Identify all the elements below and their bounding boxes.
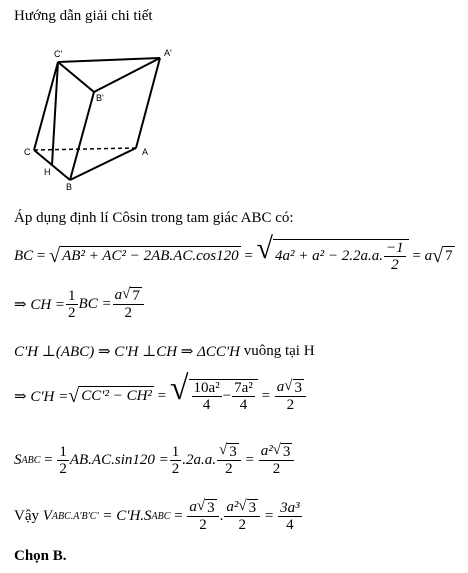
- edge-c1-a1: [58, 58, 160, 62]
- volume-r1: 3: [207, 500, 215, 517]
- ch-res-num: a: [114, 286, 123, 303]
- bc-res-coef: a: [424, 247, 433, 264]
- bc-frac-den: 2: [391, 257, 399, 273]
- area-eq: =: [44, 451, 53, 468]
- label-c1: C': [54, 49, 63, 59]
- c1h-res-num: a: [276, 378, 285, 395]
- volume-sub: ABC.A'B'C': [51, 510, 99, 522]
- label-c: C: [24, 147, 31, 157]
- area-n4-rad: 3: [282, 444, 291, 461]
- ch-f1-den: 2: [68, 304, 76, 321]
- c1h-res-den: 2: [286, 397, 295, 414]
- area-n2: 1: [171, 443, 180, 460]
- volume-d1: 2: [199, 517, 207, 534]
- ch-f1-num: 1: [68, 287, 76, 304]
- bc-lhs: BC: [14, 247, 34, 264]
- ch-mid: BC =: [78, 295, 112, 312]
- bc-frac-num: −1: [386, 240, 404, 256]
- formula-c1h: ⇒ C'H = √ CC'² − CH² = √ $\frac{\text{10a²}}{4}$ − $\frac{\text{7a²}}{4}$ = a √ 3 2: [14, 374, 307, 418]
- label-a: A: [142, 147, 149, 157]
- area-n4: a²: [260, 442, 273, 459]
- c1h-d2: 4: [239, 397, 248, 413]
- area-d1: 2: [59, 460, 67, 477]
- edge-a1-a: [136, 58, 160, 148]
- ch-res-rad: 7: [132, 288, 140, 305]
- volume-lhs: V: [42, 507, 52, 524]
- bc-radicand: AB² + AC² − 2AB.AC.cos120: [62, 248, 239, 264]
- volume-n2: a²: [226, 498, 239, 515]
- volume-d3: 4: [286, 516, 294, 533]
- area-d2: 2: [171, 460, 180, 477]
- edge-b-a: [70, 148, 136, 180]
- c1h-n1: 10a²: [193, 380, 220, 396]
- intro-text: Áp dụng định lí Côsin trong tam giác ABC có:: [14, 210, 294, 226]
- area-sub: ABC: [21, 454, 41, 466]
- area-mid: AB.AC.sin120 =: [69, 451, 169, 468]
- ch-res-den: 2: [124, 305, 132, 322]
- edge-b1-b: [70, 92, 94, 180]
- ch-lhs: ⇒ CH =: [14, 296, 66, 313]
- perp-tail: vuông tại H: [243, 343, 315, 359]
- label-b1: B': [96, 93, 104, 103]
- edge-a1-b1: [94, 58, 160, 92]
- volume-vay: Vậy: [14, 507, 39, 524]
- volume-d2: 2: [238, 517, 246, 534]
- volume-n1: a: [189, 498, 197, 515]
- bc-radicand2: 4a² + a² − 2.2a.a.: [275, 248, 384, 264]
- volume-mid: = C'H.S: [102, 507, 152, 524]
- area-n3: 3: [229, 444, 237, 461]
- c1h-n2: 7a²: [234, 380, 253, 396]
- area-lhs: S: [14, 451, 22, 468]
- label-a1: A': [164, 48, 172, 58]
- c1h-rad1: CC'² − CH²: [81, 388, 152, 404]
- c1h-res-rad: 3: [294, 380, 303, 397]
- volume-sub2: ABC: [151, 510, 171, 522]
- formula-ch: ⇒ CH = $\frac{1}{2}$ BC = a √ 7 2: [14, 284, 145, 324]
- area-d4: 2: [272, 461, 281, 478]
- area-d3: 2: [225, 461, 233, 478]
- volume-r2: 3: [248, 500, 257, 517]
- area-n1: 1: [59, 443, 67, 460]
- c1h-d1: 4: [202, 397, 211, 413]
- bc-res-rad: 7: [445, 248, 453, 264]
- answer-choice: Chọn B.: [14, 548, 67, 564]
- formula-volume: Vậy V ABC.A'B'C' = C'H.S ABC = a √ 3 2 . a² √ 3 2 = $\frac{\text{3a³}}{4}$: [14, 498, 300, 534]
- label-h: H: [44, 167, 51, 177]
- perp-statement: [14, 342, 315, 361]
- label-b: B: [66, 182, 73, 192]
- formula-bc: BC = √ AB² + AC² − 2AB.AC.cos120 = √ 4a² + a² − 2.2a.a. $\frac{-1}{2}$ = a √ 7: [14, 232, 453, 273]
- volume-n3: 3a³: [280, 499, 300, 516]
- c1h-lhs: ⇒ C'H =: [14, 388, 69, 405]
- edge-c1-b1: [58, 62, 94, 92]
- area-mid2: .2a.a.: [182, 451, 216, 468]
- page-title: Hướng dẫn giải chi tiết: [14, 8, 153, 24]
- formula-area: S ABC = $\frac{1}{2}$ AB.AC.sin120 = $\frac{1}{2}$ .2a.a. √ 3 2 = a² √ 3 2: [14, 440, 295, 480]
- perp-expr: C'H ⊥(ABC) ⇒ C'H ⊥CH ⇒ ΔCC'H: [14, 344, 240, 360]
- edge-c-a-hidden: [34, 148, 136, 150]
